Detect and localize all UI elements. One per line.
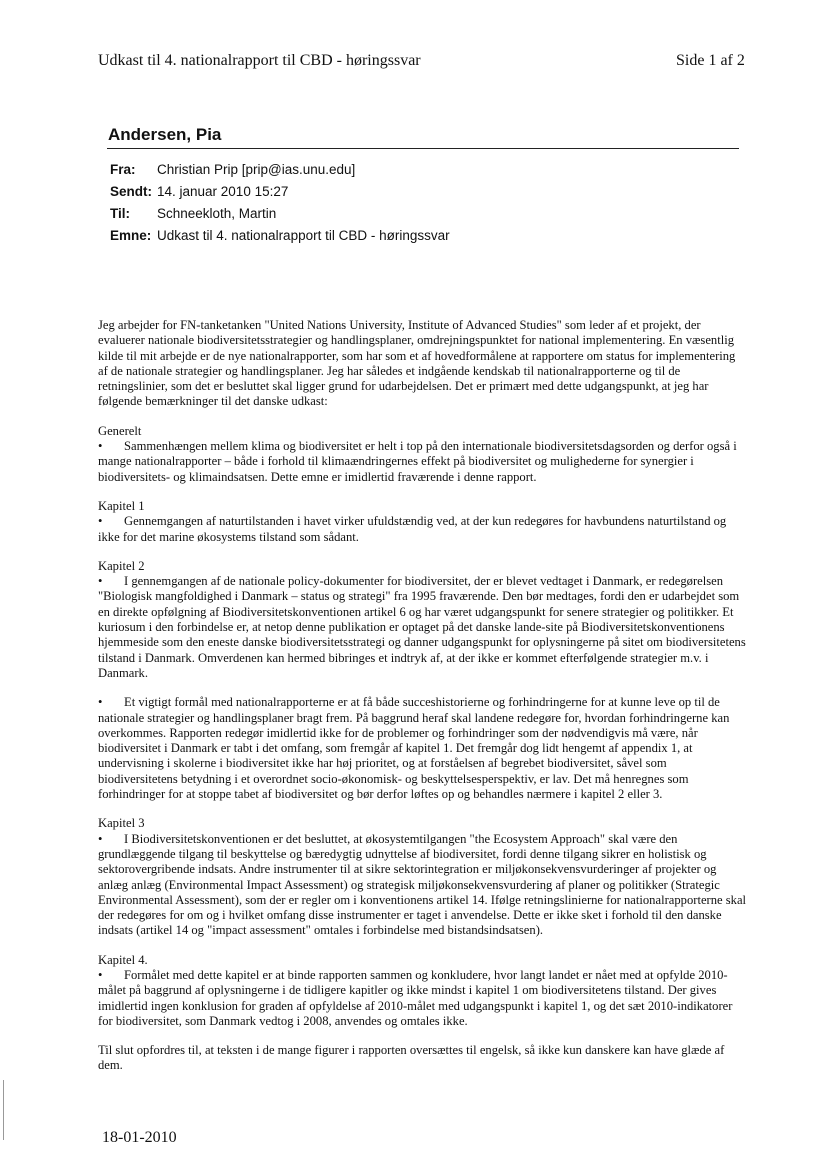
header-divider xyxy=(107,148,739,149)
bullet-icon: • xyxy=(98,695,103,710)
subject-value: Udkast til 4. nationalrapport til CBD - høringssvar xyxy=(157,228,450,243)
bullet-text: Sammenhængen mellem klima og biodiversitet er helt i top på den internationale biodiversitetsdagsorden og derfor også i mange nationalrapporter – både i forhold til klimaændringernes effekt på biodiversitet og mulighederne for synergier i biodiversitets- og klimaindsatsen. Dette emne er imidlertid fraværende i denne rapport. xyxy=(98,439,737,484)
bullet-icon: • xyxy=(98,439,103,454)
section-kapitel-2 xyxy=(98,559,748,802)
bullet-icon: • xyxy=(98,831,103,846)
scan-artifact-line xyxy=(3,1080,4,1140)
document-title: Udkast til 4. nationalrapport til CBD - høringssvar xyxy=(98,52,421,69)
section-title: Kapitel 3 xyxy=(98,816,145,831)
to-label: Til: xyxy=(110,206,130,221)
bullet-icon: • xyxy=(98,574,103,589)
from-label: Fra: xyxy=(110,162,136,177)
section-title: Kapitel 1 xyxy=(98,498,145,513)
subject-row xyxy=(110,228,450,250)
bullet-text: Formålet med dette kapitel er at binde rapporten sammen og konkludere, hvor langt landet er nået med at opfylde 2010-målet på baggrund af oplysningerne i de tidligere kapitler og ikke mindst i kapitel 1 om biodiversitetens tilstand. Der gives imidlertid ingen konklusion for graden af opfyldelse af 2010-målet med udgangspunkt i kapitel 1, og det sæt 2010-indikatorer for biodiversitet, som Danmark vedtog i 2008, anvendes og omtales ikke. xyxy=(98,967,733,1028)
section-title: Kapitel 2 xyxy=(98,558,145,573)
bullet-icon: • xyxy=(98,967,103,982)
sent-label: Sendt: xyxy=(110,184,152,199)
bullet-paragraph xyxy=(98,439,748,485)
email-header-fields xyxy=(110,162,450,250)
intro-paragraph: Jeg arbejder for FN-tanketanken "United Nations University, Institute of Advanced Studies" som leder af et projekt, der evaluerer nationale biodiversitetsstrategier og handlingsplaner, omdrejningspunktet for national implementering. En væsentlig kilde til mit arbejde er de nye nationalrapporter, som har som et af hovedformålene at rapportere om status for implementering af de nationale strategier og handlingsplaner. Jeg har således et indgående kendskab til nationalrapporterne og til de retningslinier, som det er besluttet skal ligger grund for udarbejdelsen. Det er primært med dette udgangspunkt, at jeg har følgende bemærkninger til det danske udkast: xyxy=(98,318,736,409)
bullet-paragraph xyxy=(98,968,748,1029)
bullet-text: I Biodiversitetskonventionen er det besluttet, at økosystemtilgangen "the Ecosystem Approach" skal være den grundlæggende tilgang til beskyttelse og bæredygtig udnyttelse af biodiversitet, fordi denne tilgang sikrer en holistisk og sektorovergribende indsats. Andre instrumenter til at sikre sektorintegration er miljøkonsekvensvurderinger af projekter og anlæg anlæg (Environmental Impact Assessment) og strategisk miljøkonsekvensvurdering af planer og politikker (Strategic Environmental Assessment), som der er regler om i konventionens artikel 14. Ifølge retningslinierne for nationalrapporterne skal der redegøres for om og i hvilket omfang disse instrumenter er taget i anvendelse. Dette er ikke sket i forhold til den danske indsats (artikel 14 og "impact assessment" omtales i forbindelse med bistandsindsatsen). xyxy=(98,831,747,938)
section-kapitel-1 xyxy=(98,499,748,545)
bullet-text: Et vigtigt formål med nationalrapporterne er at få både succeshistorierne og forhindringerne for at kunne leve op til de nationale strategier og handlingsplaner bragt frem. På baggrund heraf skal landene redegøre for, hvordan forhindringerne kan overkommes. Rapporten redegør imidlertid ikke for de problemer og forhindringer som der nødvendigvis må være, når biodiversitet i Danmark er tabt i det omfang, som fremgår af kapitel 1. Det fremgår dog lidt hengemt af appendix 1, at undervisning i skolerne i biodiversitet ikke har høj prioritet, og at forståelsen af begrebet biodiversitet, såvel som biodiversitetens betydning i et overordnet socio-økonomisk- og beskyttelsesperspektiv, er lav. Det må henregnes som forhindringer for at stoppe tabet af biodiversitet og bør derfor løftes op og behandles nærmere i kapitel 2 eller 3. xyxy=(98,695,730,802)
bullet-paragraph xyxy=(98,695,748,802)
subject-label: Emne: xyxy=(110,228,152,243)
section-generelt xyxy=(98,424,748,485)
from-row xyxy=(110,162,450,184)
to-value: Schneekloth, Martin xyxy=(157,206,277,221)
bullet-text: I gennemgangen af de nationale policy-dokumenter for biodiversitet, der er blevet vedtaget i Danmark, er redegørelsen "Biologisk mangfoldighed i Danmark – status og strategi" fra 1995 fraværende. Den bør medtages, fordi den er udarbejdet som en direkte opfølgning af Biodiversitetskonventionen artikel 6 og har været udgangspunkt for senere strategier og politikker. Et kuriosum i den forbindelse er, at netop denne publikation er optaget på det danske lande-site på Biodiversitetskonventionens hjemmeside som den eneste danske biodiversitetsstrategi og danner udgangspunkt for oplysningerne på sitet om biodiversitetens tilstand i Danmark. Omverdenen kan hermed bibringes et indtryk af, at der ikke er kommet efterfølgende strategier m.v. i Danmark. xyxy=(98,574,746,680)
footer-date: 18-01-2010 xyxy=(102,1129,177,1146)
section-title: Generelt xyxy=(98,423,142,438)
closing-paragraph: Til slut opfordres til, at teksten i de mange figurer i rapporten oversættes til engelsk, så ikke kun danskere kan have glæde af dem. xyxy=(98,1043,725,1073)
to-row xyxy=(110,206,450,228)
bullet-paragraph xyxy=(98,514,748,545)
section-kapitel-4 xyxy=(98,953,748,1029)
section-title: Kapitel 4. xyxy=(98,952,148,967)
sender-name: Andersen, Pia xyxy=(108,125,222,144)
sent-row xyxy=(110,184,450,206)
bullet-paragraph xyxy=(98,574,748,681)
from-value: Christian Prip [prip@ias.unu.edu] xyxy=(157,162,356,177)
bullet-text: Gennemgangen af naturtilstanden i havet virker ufuldstændig ved, at der kun redegøres for havbundens naturtilstand og ikke for det marine økosystems tilstand som sådant. xyxy=(98,514,727,544)
sent-value: 14. januar 2010 15:27 xyxy=(157,184,289,199)
page-number: Side 1 af 2 xyxy=(676,52,745,69)
bullet-paragraph xyxy=(98,832,748,939)
bullet-icon: • xyxy=(98,514,103,529)
email-body xyxy=(98,318,748,1088)
section-kapitel-3 xyxy=(98,816,748,938)
